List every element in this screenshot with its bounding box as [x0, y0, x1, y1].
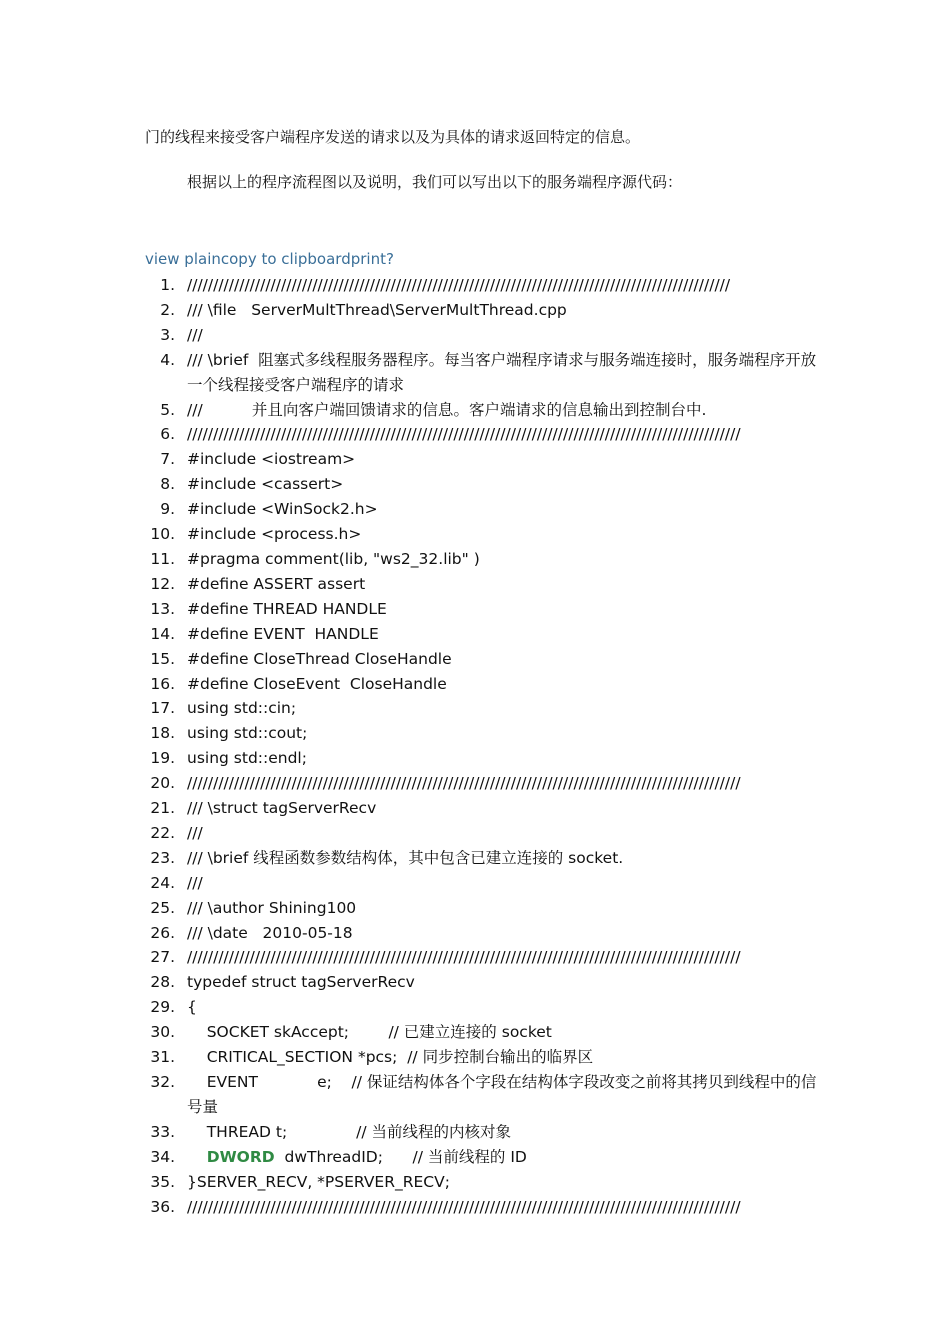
- code-line: [145, 1170, 825, 1195]
- code-line: [145, 472, 825, 497]
- code-text: #define ASSERT assert: [187, 574, 366, 593]
- code-line: [145, 647, 825, 672]
- line-number: 19.: [150, 749, 175, 768]
- code-line: [145, 422, 825, 447]
- code-line: [145, 323, 825, 348]
- code-line: [145, 846, 825, 871]
- line-number: 27.: [150, 948, 175, 967]
- view-plain-link[interactable]: view plain: [145, 250, 221, 268]
- line-number: 10.: [150, 525, 175, 544]
- code-text: /// \struct tagServerRecv: [187, 799, 377, 818]
- help-link[interactable]: ?: [385, 250, 394, 268]
- code-text: //////////////////////////////////////////////////////////////////////////////////////////////////////////: [187, 1197, 741, 1216]
- code-line: [145, 721, 825, 746]
- code-line: [145, 497, 825, 522]
- line-number: 23.: [150, 848, 175, 867]
- code-text: #include <process.h>: [187, 525, 362, 544]
- code-line: [145, 398, 825, 423]
- code-text: using std::endl;: [187, 749, 307, 768]
- code-line: [145, 572, 825, 597]
- line-number: 29.: [150, 998, 175, 1017]
- line-number: 14.: [150, 624, 175, 643]
- code-line: [145, 1045, 825, 1070]
- code-text: /// \date 2010-05-18: [187, 923, 353, 942]
- code-text: /// \brief 阻塞式多线程服务器程序。每当客户端程序请求与服务端连接时，服务端程序开放一个线程接受客户端程序的请求: [187, 350, 817, 394]
- code-line: [145, 796, 825, 821]
- code-text: ////////////////////////////////////////////////////////////////////////////////////////////////////////: [187, 276, 731, 294]
- code-line: [145, 921, 825, 946]
- code-line: [145, 945, 825, 970]
- code-text: #include <WinSock2.h>: [187, 500, 378, 519]
- code-text: /// \author Shining100: [187, 898, 357, 917]
- line-number: 3.: [160, 325, 175, 344]
- code-text: CRITICAL_SECTION *pcs; // 同步控制台输出的临界区: [187, 1048, 594, 1067]
- code-line: [145, 1120, 825, 1145]
- code-text: SOCKET skAccept; // 已建立连接的 socket: [187, 1023, 552, 1042]
- line-number: 31.: [150, 1048, 175, 1067]
- code-text: #include <iostream>: [187, 450, 356, 469]
- intro-paragraph-2: 根据以上的程序流程图以及说明，我们可以写出以下的服务端程序源代码：: [187, 173, 683, 191]
- code-line: [145, 672, 825, 697]
- code-line: [145, 1020, 825, 1045]
- code-text: //////////////////////////////////////////////////////////////////////////////////////////////////////////: [187, 774, 741, 793]
- code-text: ///: [187, 325, 203, 344]
- code-line: [145, 970, 825, 995]
- line-number: 18.: [150, 724, 175, 743]
- print-link[interactable]: print: [350, 250, 386, 268]
- copy-to-clipboard-link[interactable]: copy to clipboard: [220, 250, 351, 268]
- line-number: 8.: [160, 475, 175, 494]
- code-text: dwThreadID; // 当前线程的 ID: [274, 1147, 527, 1166]
- code-text: }SERVER_RECV, *PSERVER_RECV;: [187, 1172, 450, 1191]
- line-number: 34.: [150, 1147, 175, 1166]
- line-number: 17.: [150, 699, 175, 718]
- code-line: [145, 871, 825, 896]
- code-line: [145, 622, 825, 647]
- code-line: [145, 746, 825, 771]
- code-indent: [187, 1148, 207, 1166]
- line-number: 22.: [150, 823, 175, 842]
- code-text: typedef struct tagServerRecv: [187, 973, 415, 992]
- line-number: 9.: [160, 500, 175, 519]
- line-number: 35.: [150, 1172, 175, 1191]
- keyword-dword: DWORD: [206, 1147, 275, 1166]
- code-line: [145, 821, 825, 846]
- line-number: 28.: [150, 973, 175, 992]
- line-number: 1.: [160, 276, 175, 294]
- line-number: 36.: [150, 1197, 175, 1216]
- code-line: [145, 447, 825, 472]
- code-text: ///: [187, 823, 203, 842]
- line-number: 30.: [150, 1023, 175, 1042]
- code-listing: [145, 273, 825, 1219]
- line-number: 20.: [150, 774, 175, 793]
- line-number: 2.: [160, 300, 175, 319]
- code-line: [145, 298, 825, 323]
- code-line: [145, 1195, 825, 1220]
- code-text: //////////////////////////////////////////////////////////////////////////////////////////////////////////: [187, 948, 741, 967]
- code-line: [145, 522, 825, 547]
- code-text: /// \brief 线程函数参数结构体，其中包含已建立连接的 socket.: [187, 848, 624, 867]
- line-number: 21.: [150, 799, 175, 818]
- code-line: [145, 273, 825, 298]
- code-text: {: [187, 998, 197, 1017]
- code-text: ///: [187, 873, 203, 892]
- code-line: [145, 896, 825, 921]
- line-number: 33.: [150, 1122, 175, 1141]
- line-number: 6.: [160, 425, 175, 444]
- code-text: #pragma comment(lib, "ws2_32.lib" ): [187, 549, 480, 568]
- code-line: [145, 547, 825, 572]
- code-line: [145, 1145, 825, 1170]
- code-line: [145, 696, 825, 721]
- code-text: using std::cin;: [187, 699, 297, 718]
- code-toolbar: [145, 249, 394, 269]
- code-text: #define THREAD HANDLE: [187, 599, 387, 618]
- code-line: [145, 348, 825, 398]
- line-number: 7.: [160, 450, 175, 469]
- line-number: 11.: [150, 549, 175, 568]
- line-number: 16.: [150, 674, 175, 693]
- code-text: EVENT e; // 保证结构体各个字段在结构体字段改变之前将其拷贝到线程中的信号量: [187, 1073, 817, 1116]
- line-number: 13.: [150, 599, 175, 618]
- line-number: 25.: [150, 898, 175, 917]
- code-text: THREAD t; // 当前线程的内核对象: [187, 1122, 512, 1141]
- intro-paragraph-1: 门的线程来接受客户端程序发送的请求以及为具体的请求返回特定的信息。: [145, 128, 641, 146]
- line-number: 26.: [150, 923, 175, 942]
- code-text: //////////////////////////////////////////////////////////////////////////////////////////////////////////: [187, 425, 741, 444]
- code-line: [145, 597, 825, 622]
- line-number: 24.: [150, 873, 175, 892]
- line-number: 12.: [150, 574, 175, 593]
- code-text: /// \file ServerMultThread\ServerMultThread.cpp: [187, 300, 567, 319]
- code-text: #define CloseThread CloseHandle: [187, 649, 452, 668]
- code-line: [145, 1070, 825, 1120]
- code-text: #include <cassert>: [187, 475, 344, 494]
- line-number: 4.: [160, 350, 175, 369]
- code-text: #define EVENT HANDLE: [187, 624, 379, 643]
- code-text: using std::cout;: [187, 724, 308, 743]
- code-text: #define CloseEvent CloseHandle: [187, 674, 447, 693]
- code-line: [145, 771, 825, 796]
- line-number: 15.: [150, 649, 175, 668]
- code-line: [145, 995, 825, 1020]
- code-text: /// 并且向客户端回馈请求的信息。客户端请求的信息输出到控制台中.: [187, 400, 707, 419]
- line-number: 5.: [160, 400, 175, 419]
- line-number: 32.: [150, 1073, 175, 1091]
